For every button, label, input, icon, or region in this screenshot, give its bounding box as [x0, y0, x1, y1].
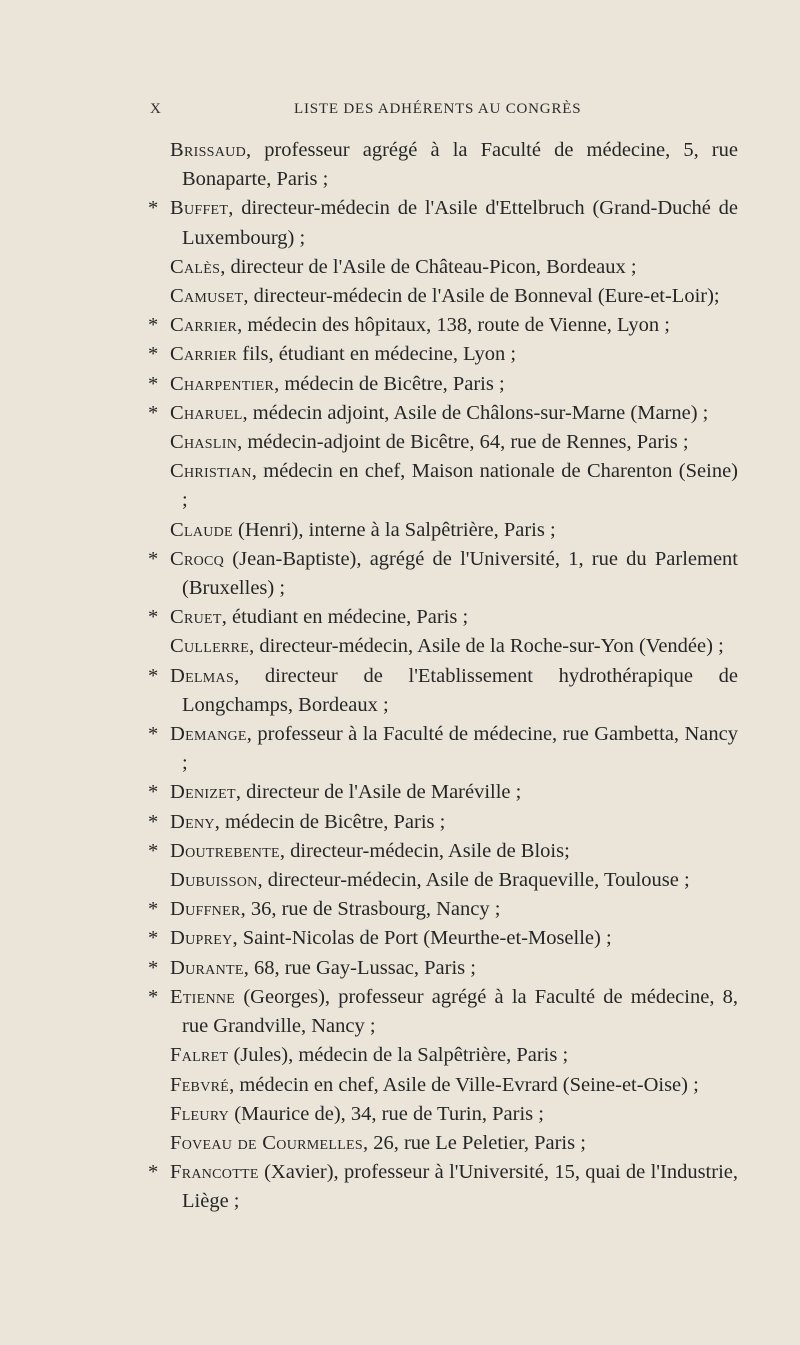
list-item	[148, 282, 738, 311]
member-name: Christian	[170, 460, 252, 483]
member-details: , médecin des hôpitaux, 138, route de Vienne, Lyon ;	[237, 314, 670, 337]
member-list	[148, 136, 738, 1217]
asterisk-mark: *	[148, 927, 159, 950]
member-name: Febvré	[170, 1073, 230, 1096]
list-item	[148, 311, 738, 340]
asterisk-mark: *	[148, 197, 159, 220]
list-item	[148, 399, 738, 428]
list-item	[148, 457, 738, 515]
member-details: , médecin-adjoint de Bicêtre, 64, rue de Rennes, Paris ;	[237, 431, 689, 454]
member-name: Cullerre	[170, 635, 250, 658]
member-name: Dubuisson	[170, 869, 258, 892]
member-details: , médecin de Bicêtre, Paris ;	[214, 810, 446, 833]
member-name: Denizet	[170, 781, 236, 804]
asterisk-mark: *	[148, 956, 159, 979]
page-number: X	[150, 101, 162, 117]
member-details: (Georges), professeur agrégé à la Faculté de médecine, 8, rue Grandville, Nancy ;	[182, 985, 738, 1038]
asterisk-mark: *	[148, 401, 159, 424]
member-name: Claude	[170, 518, 233, 541]
list-item	[148, 983, 738, 1041]
member-details: , directeur-médecin, Asile de Blois;	[279, 839, 570, 862]
member-details: , 36, rue de Strasbourg, Nancy ;	[240, 898, 501, 921]
member-details: (Xavier), professeur à l'Université, 15, quai de l'Industrie, Liège ;	[182, 1161, 738, 1213]
member-name: Fleury	[170, 1102, 230, 1125]
member-name: Buffet	[170, 197, 229, 220]
member-name: Francotte	[170, 1161, 259, 1184]
member-details: , professeur agrégé à la Faculté de médecine, 5, rue Bonaparte, Paris ;	[182, 139, 738, 191]
asterisk-mark: *	[148, 723, 159, 746]
member-name: Foveau de Courmelles	[170, 1131, 363, 1154]
member-details: , directeur-médecin, Asile de la Roche-sur-Yon (Vendée) ;	[249, 635, 724, 658]
list-item	[148, 1129, 738, 1158]
member-name: Delmas	[170, 664, 235, 687]
asterisk-mark: *	[148, 547, 159, 570]
member-details: , médecin en chef, Maison nationale de Charenton (Seine) ;	[182, 460, 738, 512]
member-details: (Jean-Baptiste), agrégé de l'Université, 1, rue du Parlement (Bruxelles) ;	[182, 547, 738, 600]
list-item	[148, 837, 738, 866]
member-details: , directeur de l'Asile de Château-Picon, Bordeaux ;	[220, 255, 637, 278]
asterisk-mark: *	[148, 314, 159, 337]
member-details: (Henri), interne à la Salpêtrière, Paris ;	[232, 518, 556, 541]
member-name: Duffner	[170, 898, 241, 921]
list-item	[148, 662, 738, 720]
list-item	[148, 778, 738, 807]
asterisk-mark: *	[148, 898, 159, 921]
member-name: Charpentier	[170, 372, 275, 395]
member-details: , médecin en chef, Asile de Ville-Evrard (Seine-et-Oise) ;	[229, 1073, 699, 1096]
list-item	[148, 954, 738, 983]
member-details: , directeur de l'Asile de Maréville ;	[235, 781, 522, 804]
member-details: , directeur-médecin de l'Asile de Bonneval (Eure-et-Loir);	[243, 285, 720, 308]
member-name: Cruet	[170, 606, 222, 629]
member-name: Carrier	[170, 314, 238, 337]
member-name: Brissaud	[170, 139, 246, 161]
member-details: , 68, rue Gay-Lussac, Paris ;	[243, 956, 476, 979]
member-name: Demange	[170, 723, 247, 746]
page-header	[150, 101, 650, 125]
asterisk-mark: *	[148, 606, 159, 629]
member-name: Chaslin	[170, 431, 238, 454]
asterisk-mark: *	[148, 1161, 159, 1184]
member-name: Carrier	[170, 343, 238, 366]
member-name: Duprey	[170, 927, 233, 950]
member-name: Camuset	[170, 285, 244, 308]
list-item	[148, 924, 738, 953]
member-details: , professeur à la Faculté de médecine, rue Gambetta, Nancy ;	[182, 723, 738, 775]
member-name: Calès	[170, 255, 221, 278]
asterisk-mark: *	[148, 810, 159, 833]
member-name: Crocq	[170, 547, 225, 570]
member-name: Etienne	[170, 985, 236, 1008]
member-details: , 26, rue Le Peletier, Paris ;	[362, 1131, 586, 1154]
running-title: LISTE DES ADHÉRENTS AU CONGRÈS	[294, 101, 582, 117]
list-item	[148, 136, 738, 194]
list-item	[148, 720, 738, 778]
list-item	[148, 1158, 738, 1216]
list-item	[148, 603, 738, 632]
asterisk-mark: *	[148, 781, 159, 804]
asterisk-mark: *	[148, 839, 159, 862]
member-details: , directeur-médecin de l'Asile d'Ettelbruch (Grand-Duché de Luxembourg) ;	[182, 197, 738, 249]
member-name: Charuel	[170, 401, 243, 424]
list-item	[148, 253, 738, 282]
list-item	[148, 1100, 738, 1129]
list-item	[148, 194, 738, 252]
list-item	[148, 1041, 738, 1070]
member-name: Deny	[170, 810, 215, 833]
member-details: (Maurice de), 34, rue de Turin, Paris ;	[229, 1102, 544, 1125]
list-item	[148, 428, 738, 457]
member-name: Durante	[170, 956, 244, 979]
list-item	[148, 516, 738, 545]
asterisk-mark: *	[148, 985, 159, 1008]
list-item	[148, 370, 738, 399]
member-details: , étudiant en médecine, Paris ;	[221, 606, 469, 629]
member-name: Falret	[170, 1044, 229, 1067]
member-details: , Saint-Nicolas de Port (Meurthe-et-Moselle) ;	[232, 927, 612, 950]
member-details: , médecin adjoint, Asile de Châlons-sur-Marne (Marne) ;	[242, 401, 709, 424]
list-item	[148, 1071, 738, 1100]
list-item	[148, 866, 738, 895]
member-details: , directeur-médecin, Asile de Braqueville, Toulouse ;	[257, 869, 690, 892]
asterisk-mark: *	[148, 372, 159, 395]
member-name: Doutrebente	[170, 839, 280, 862]
member-details: fils, étudiant en médecine, Lyon ;	[237, 343, 517, 366]
list-item	[148, 545, 738, 603]
asterisk-mark: *	[148, 343, 159, 366]
list-item	[148, 632, 738, 661]
list-item	[148, 895, 738, 924]
member-details: , directeur de l'Etablissement hydrothérapique de Longchamps, Bordeaux ;	[182, 664, 738, 716]
list-item	[148, 340, 738, 369]
member-details: , médecin de Bicêtre, Paris ;	[274, 372, 505, 395]
member-details: (Jules), médecin de la Salpêtrière, Paris ;	[228, 1044, 569, 1067]
asterisk-mark: *	[148, 664, 159, 687]
list-item	[148, 808, 738, 837]
